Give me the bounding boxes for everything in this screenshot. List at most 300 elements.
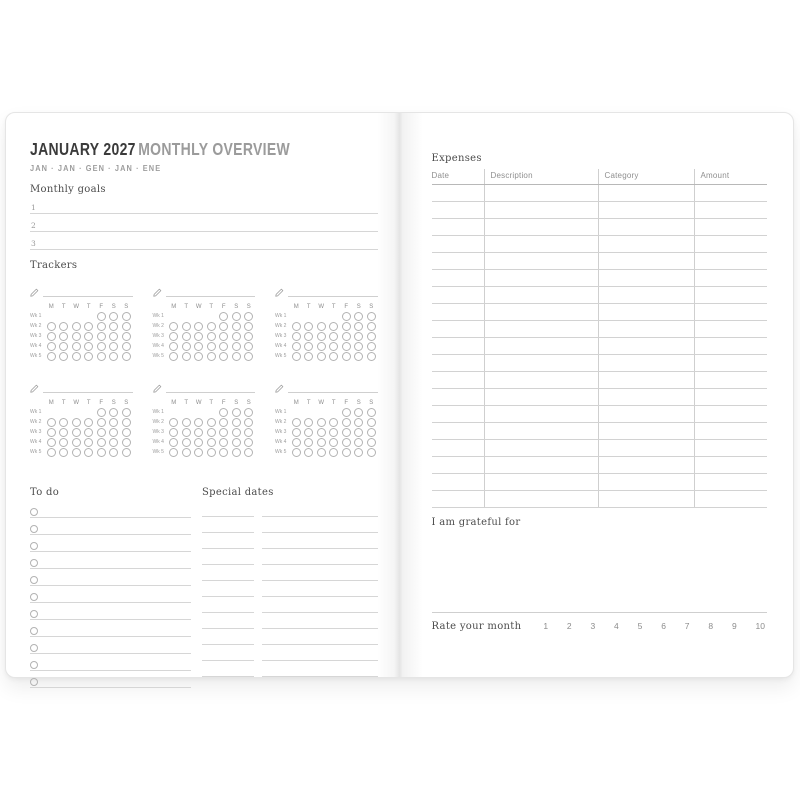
tracker-circle — [122, 312, 131, 321]
tracker-circle — [169, 448, 178, 457]
expenses-cell — [599, 423, 695, 439]
tracker-day-cell — [230, 332, 243, 341]
tracker-day-cell — [340, 438, 353, 447]
day-letter: S — [246, 304, 251, 310]
tracker-day-cell — [95, 408, 108, 417]
tracker-circle — [59, 332, 68, 341]
rate-number: 5 — [637, 621, 643, 631]
tracker-day-cell — [108, 342, 121, 351]
tracker-day-cell — [180, 352, 193, 361]
expenses-row — [432, 457, 768, 474]
left-page — [6, 113, 400, 677]
tracker-circle — [194, 448, 203, 457]
expenses-cell — [695, 372, 768, 388]
tracker-circle — [84, 448, 93, 457]
expenses-cell — [432, 474, 485, 490]
tracker-day-cell — [83, 332, 96, 341]
tracker-circle — [84, 342, 93, 351]
week-label: Wk 3 — [275, 429, 287, 435]
tracker-circle — [59, 342, 68, 351]
tracker-circle — [317, 438, 326, 447]
todo-line — [30, 518, 191, 535]
tracker-day-cell — [45, 322, 58, 331]
tracker-circle — [354, 448, 363, 457]
day-letter: T — [184, 304, 189, 310]
tracker-circle — [232, 448, 241, 457]
todo-line — [30, 671, 191, 688]
rate-number: 4 — [614, 621, 619, 631]
expenses-cell — [599, 355, 695, 371]
tracker-day-cell — [58, 418, 71, 427]
expenses-cell — [695, 304, 768, 320]
tracker-block — [153, 283, 256, 361]
special-date-line — [202, 661, 378, 677]
tracker-circle — [84, 428, 93, 437]
tracker-day-cell — [83, 322, 96, 331]
expenses-row — [432, 321, 768, 338]
tracker-circle — [59, 438, 68, 447]
tracker-circle — [97, 418, 106, 427]
tracker-day-cell — [365, 342, 378, 351]
expenses-cell — [432, 321, 485, 337]
tracker-circle — [367, 352, 376, 361]
expenses-cell — [695, 270, 768, 286]
tracker-day-cell — [95, 418, 108, 427]
tracker-day-cell — [243, 322, 256, 331]
tracker-day-cell — [328, 332, 341, 341]
expenses-cell — [695, 253, 768, 269]
expenses-row — [432, 236, 768, 253]
tracker-day-cell — [168, 428, 181, 437]
todo-line — [30, 552, 191, 569]
tracker-circle — [109, 428, 118, 437]
tracker-day-cell — [340, 428, 353, 437]
tracker-circle — [219, 352, 228, 361]
tracker-circle — [219, 332, 228, 341]
tracker-day-cell — [365, 428, 378, 437]
tracker-circle — [342, 312, 351, 321]
tracker-day-cell — [205, 418, 218, 427]
special-date-text-blank — [262, 549, 378, 565]
tracker-day-cell — [180, 438, 193, 447]
tracker-day-cell — [243, 342, 256, 351]
tracker-day-cell — [230, 322, 243, 331]
tracker-day-cell — [45, 352, 58, 361]
tracker-day-cell — [120, 418, 133, 427]
week-label: Wk 4 — [30, 343, 42, 349]
tracker-day-cell — [95, 322, 108, 331]
tracker-day-cell — [193, 428, 206, 437]
expenses-label: Expenses — [431, 153, 482, 164]
tracker-day-cell — [70, 418, 83, 427]
tracker-day-cell — [193, 448, 206, 457]
expenses-cell — [695, 338, 768, 354]
expenses-column-header: Description — [485, 169, 599, 184]
expenses-cell — [485, 457, 599, 473]
week-label: Wk 1 — [152, 313, 164, 319]
tracker-circle — [367, 312, 376, 321]
day-letter: S — [234, 400, 239, 406]
tracker-circle — [169, 418, 178, 427]
tracker-grid — [30, 283, 378, 457]
tracker-circle — [122, 332, 131, 341]
todo-bullet-circle — [30, 661, 38, 669]
expenses-cell — [432, 202, 485, 218]
week-label: Wk 3 — [275, 333, 287, 339]
tracker-circle — [109, 342, 118, 351]
tracker-week-row — [153, 341, 256, 351]
tracker-circle — [342, 352, 351, 361]
expenses-cell — [599, 236, 695, 252]
tracker-day-cell — [290, 428, 303, 437]
day-letter: F — [99, 400, 104, 406]
tracker-circle — [109, 352, 118, 361]
week-label: Wk 4 — [152, 343, 164, 349]
goal-line — [30, 214, 378, 232]
tracker-name-field — [30, 283, 133, 297]
todo-list — [30, 501, 191, 688]
tracker-day-cell — [328, 428, 341, 437]
tracker-circle — [329, 428, 338, 437]
tracker-circle — [292, 448, 301, 457]
tracker-circle — [342, 332, 351, 341]
todo-bullet-circle — [30, 644, 38, 652]
tracker-day-cell — [120, 438, 133, 447]
week-label: Wk 5 — [275, 449, 287, 455]
tracker-day-cell — [45, 418, 58, 427]
tracker-day-cell — [353, 342, 366, 351]
tracker-week-row — [275, 437, 378, 447]
tracker-day-cell — [328, 352, 341, 361]
tracker-day-cell — [58, 352, 71, 361]
tracker-circle — [304, 418, 313, 427]
tracker-circle — [59, 352, 68, 361]
expenses-row — [432, 338, 768, 355]
tracker-day-cell — [120, 332, 133, 341]
tracker-circle — [59, 428, 68, 437]
expenses-cell — [695, 406, 768, 422]
tracker-day-cell — [243, 438, 256, 447]
tracker-week-row — [30, 427, 133, 437]
tracker-day-cell — [95, 448, 108, 457]
tracker-day-cell — [193, 438, 206, 447]
expenses-cell — [485, 236, 599, 252]
tracker-circle — [292, 438, 301, 447]
tracker-circle — [182, 342, 191, 351]
tracker-circle — [97, 312, 106, 321]
expenses-row — [432, 406, 768, 423]
tracker-day-cell — [218, 352, 231, 361]
tracker-day-cell — [243, 428, 256, 437]
tracker-day-cell — [83, 418, 96, 427]
goal-number: 2 — [31, 221, 36, 230]
tracker-day-cell — [315, 418, 328, 427]
week-label: Wk 3 — [152, 429, 164, 435]
tracker-day-cell — [120, 352, 133, 361]
rate-number: 8 — [708, 621, 714, 631]
tracker-circle — [244, 408, 253, 417]
tracker-circle — [354, 342, 363, 351]
week-label: Wk 4 — [275, 343, 287, 349]
day-letter: W — [318, 304, 325, 310]
tracker-day-cell — [243, 408, 256, 417]
tracker-circle — [367, 408, 376, 417]
tracker-week-row — [275, 311, 378, 321]
expenses-cell — [599, 185, 695, 201]
expenses-cell — [599, 219, 695, 235]
tracker-circle — [329, 438, 338, 447]
todo-bullet-circle — [30, 559, 38, 567]
tracker-block — [275, 379, 378, 457]
tracker-circle — [47, 322, 56, 331]
week-label: Wk 1 — [152, 409, 164, 415]
day-letter: F — [221, 400, 226, 406]
tracker-circle — [232, 332, 241, 341]
tracker-circle — [317, 418, 326, 427]
tracker-circle — [219, 448, 228, 457]
tracker-day-cell — [340, 322, 353, 331]
tracker-circle — [207, 428, 216, 437]
tracker-day-cell — [108, 332, 121, 341]
tracker-circle — [207, 448, 216, 457]
goal-line — [30, 232, 378, 250]
tracker-circle — [182, 438, 191, 447]
day-letter: S — [111, 400, 116, 406]
day-letter: F — [221, 304, 226, 310]
planner-spread — [5, 112, 794, 678]
tracker-circle — [317, 428, 326, 437]
tracker-day-header — [275, 303, 378, 311]
tracker-circle — [122, 408, 131, 417]
tracker-day-cell — [218, 342, 231, 351]
tracker-day-cell — [328, 342, 341, 351]
tracker-day-cell — [230, 448, 243, 457]
tracker-day-cell — [193, 332, 206, 341]
tracker-circle — [317, 342, 326, 351]
week-label: Wk 1 — [30, 409, 42, 415]
tracker-day-cell — [340, 418, 353, 427]
tracker-circle — [367, 448, 376, 457]
day-letter: M — [171, 400, 177, 406]
trackers-label: Trackers — [30, 260, 78, 271]
tracker-day-cell — [58, 438, 71, 447]
tracker-circle — [72, 352, 81, 361]
expenses-row — [432, 423, 768, 440]
tracker-day-cell — [243, 448, 256, 457]
expenses-column-header: Amount — [700, 171, 730, 180]
tracker-circle — [47, 352, 56, 361]
tracker-circle — [232, 322, 241, 331]
tracker-day-cell — [315, 438, 328, 447]
tracker-circle — [219, 428, 228, 437]
tracker-day-cell — [205, 448, 218, 457]
special-date-line — [202, 565, 378, 581]
tracker-day-cell — [290, 332, 303, 341]
tracker-circle — [367, 342, 376, 351]
todo-bullet-circle — [30, 593, 38, 601]
expenses-cell — [485, 372, 599, 388]
expenses-cell — [599, 287, 695, 303]
day-letter: S — [369, 304, 374, 310]
tracker-day-cell — [95, 342, 108, 351]
todo-line — [30, 501, 191, 518]
special-date-date-blank — [202, 629, 254, 645]
tracker-day-cell — [315, 322, 328, 331]
week-label: Wk 3 — [30, 429, 42, 435]
tracker-day-cell — [218, 438, 231, 447]
tracker-day-header — [30, 399, 133, 407]
tracker-day-cell — [180, 332, 193, 341]
todo-line — [30, 535, 191, 552]
tracker-day-cell — [365, 408, 378, 417]
tracker-circle — [169, 322, 178, 331]
tracker-circle — [292, 428, 301, 437]
tracker-day-cell — [340, 332, 353, 341]
tracker-day-cell — [120, 448, 133, 457]
tracker-circle — [292, 352, 301, 361]
tracker-day-cell — [193, 352, 206, 361]
special-date-text-blank — [262, 613, 378, 629]
week-label: Wk 5 — [152, 353, 164, 359]
tracker-circle — [304, 342, 313, 351]
day-letter: W — [73, 400, 80, 406]
tracker-circle — [219, 408, 228, 417]
tracker-day-cell — [328, 448, 341, 457]
tracker-block — [275, 283, 378, 361]
tracker-day-cell — [243, 352, 256, 361]
tracker-day-cell — [168, 352, 181, 361]
tracker-circle — [304, 448, 313, 457]
todo-line — [30, 603, 191, 620]
tracker-circle — [182, 332, 191, 341]
tracker-day-cell — [218, 322, 231, 331]
tracker-day-cell — [205, 428, 218, 437]
expenses-cell — [695, 287, 768, 303]
tracker-day-cell — [340, 448, 353, 457]
tracker-day-cell — [108, 312, 121, 321]
day-letter: S — [124, 400, 129, 406]
special-date-text-blank — [262, 501, 378, 517]
special-date-date-blank — [202, 517, 254, 533]
tracker-day-cell — [353, 312, 366, 321]
tracker-day-cell — [315, 332, 328, 341]
expenses-cell — [485, 287, 599, 303]
tracker-circle — [354, 332, 363, 341]
special-date-date-blank — [202, 501, 254, 517]
tracker-circle — [244, 438, 253, 447]
tracker-circle — [72, 342, 81, 351]
tracker-day-cell — [180, 322, 193, 331]
expenses-row — [432, 253, 768, 270]
tracker-day-cell — [365, 312, 378, 321]
tracker-circle — [109, 438, 118, 447]
tracker-circle — [342, 408, 351, 417]
tracker-circle — [329, 448, 338, 457]
tracker-circle — [367, 418, 376, 427]
tracker-circle — [97, 438, 106, 447]
tracker-circle — [317, 322, 326, 331]
tracker-week-row — [153, 437, 256, 447]
tracker-circle — [169, 332, 178, 341]
tracker-day-cell — [108, 352, 121, 361]
tracker-circle — [354, 312, 363, 321]
tracker-week-row — [30, 331, 133, 341]
day-letter: F — [344, 304, 349, 310]
right-page — [400, 113, 794, 677]
todo-bullet-circle — [30, 542, 38, 550]
week-label: Wk 4 — [30, 439, 42, 445]
tracker-day-cell — [70, 322, 83, 331]
tracker-week-row — [153, 351, 256, 361]
tracker-day-cell — [290, 438, 303, 447]
tracker-circle — [317, 332, 326, 341]
tracker-day-cell — [120, 428, 133, 437]
day-letter: T — [331, 400, 336, 406]
tracker-day-cell — [180, 448, 193, 457]
expenses-cell — [432, 287, 485, 303]
tracker-day-cell — [95, 428, 108, 437]
tracker-day-cell — [180, 418, 193, 427]
week-label: Wk 3 — [152, 333, 164, 339]
tracker-circle — [232, 408, 241, 417]
expenses-cell — [485, 321, 599, 337]
expenses-cell — [485, 406, 599, 422]
tracker-circle — [194, 342, 203, 351]
week-label: Wk 1 — [275, 409, 287, 415]
todo-bullet-circle — [30, 678, 38, 686]
todo-and-dates-section — [30, 487, 378, 688]
tracker-circle — [219, 312, 228, 321]
tracker-circle — [194, 332, 203, 341]
special-date-date-blank — [202, 549, 254, 565]
pencil-icon — [153, 288, 162, 297]
tracker-circle — [84, 322, 93, 331]
day-header-spacer — [30, 399, 45, 407]
tracker-circle — [169, 342, 178, 351]
tracker-day-cell — [230, 312, 243, 321]
tracker-circle — [122, 418, 131, 427]
expenses-cell — [599, 338, 695, 354]
tracker-day-header — [30, 303, 133, 311]
rate-scale — [543, 621, 767, 631]
tracker-week-row — [30, 407, 133, 417]
tracker-day-cell — [120, 342, 133, 351]
expenses-cell — [599, 440, 695, 456]
tracker-circle — [109, 322, 118, 331]
expenses-cell — [432, 491, 485, 507]
tracker-day-cell — [230, 408, 243, 417]
special-date-date-blank — [202, 645, 254, 661]
rate-your-month-section — [432, 612, 768, 632]
tracker-day-cell — [303, 418, 316, 427]
tracker-circle — [47, 448, 56, 457]
tracker-day-cell — [290, 448, 303, 457]
special-dates-label: Special dates — [202, 487, 274, 498]
tracker-circle — [182, 322, 191, 331]
special-date-text-blank — [262, 597, 378, 613]
expenses-row — [432, 474, 768, 491]
expenses-cell — [485, 304, 599, 320]
rate-number: 9 — [731, 621, 737, 631]
tracker-circle — [367, 322, 376, 331]
tracker-circle — [47, 332, 56, 341]
tracker-day-cell — [353, 408, 366, 417]
tracker-circle — [47, 342, 56, 351]
tracker-day-cell — [290, 418, 303, 427]
tracker-circle — [72, 332, 81, 341]
tracker-circle — [122, 322, 131, 331]
expenses-cell — [695, 236, 768, 252]
